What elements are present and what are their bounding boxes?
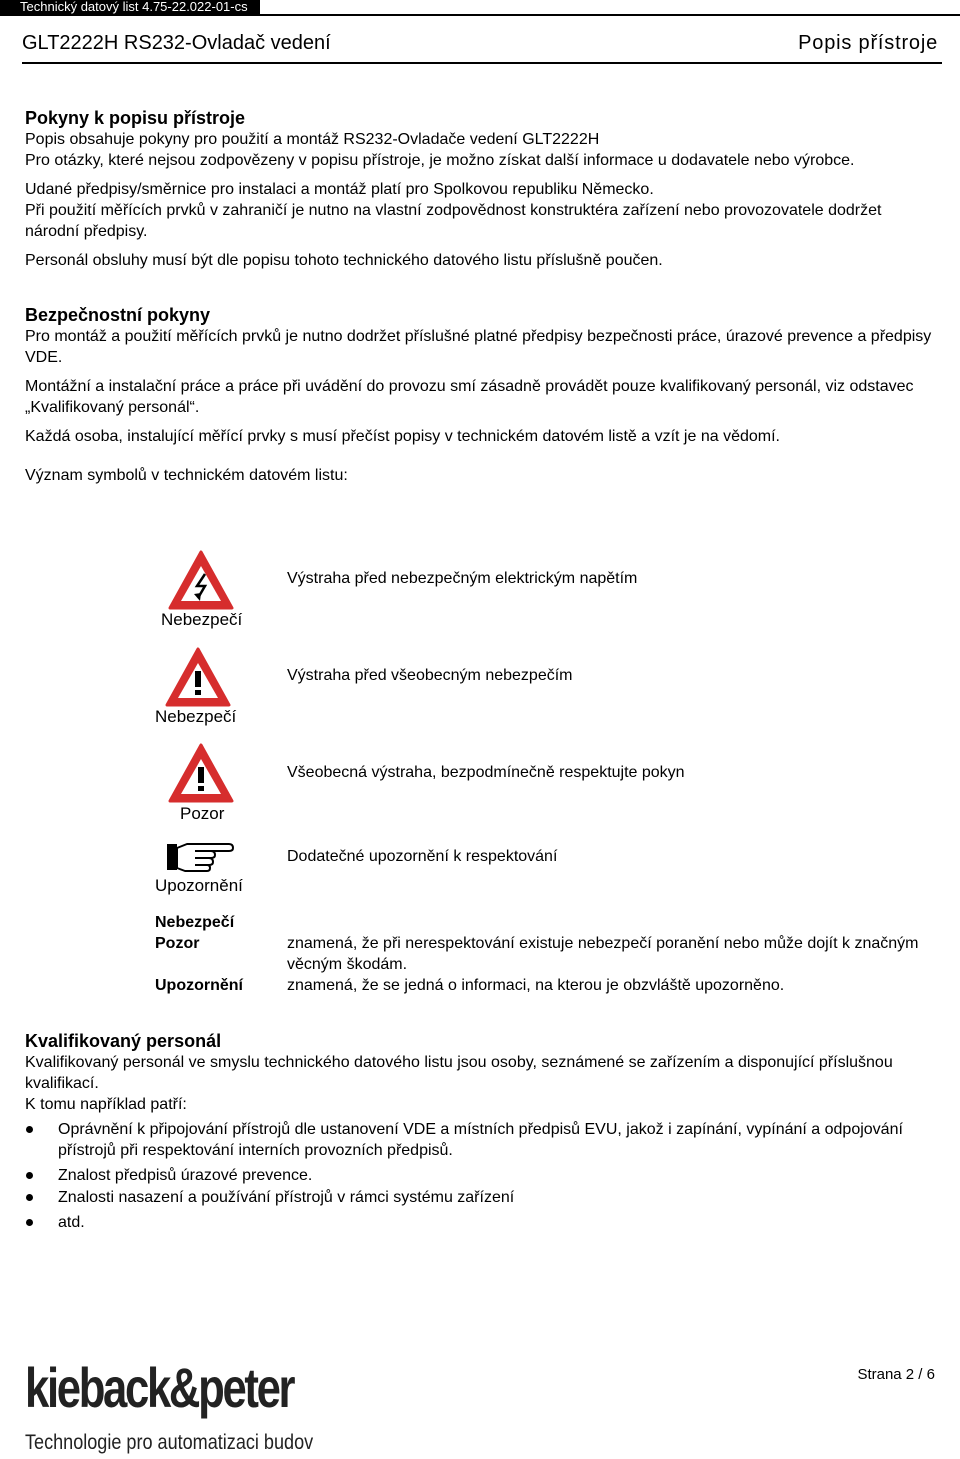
instructions-p1: Popis obsahuje pokyny pro použití a montáž RS232-Ovladače vedení GLT2222H — [25, 131, 600, 148]
list-item: atd. — [25, 1212, 937, 1233]
section-title: Popis přístroje — [798, 32, 938, 54]
company-tagline: Technologie pro automatizaci budov — [25, 1431, 314, 1454]
symbol-3-label: Pozor — [180, 804, 225, 823]
instructions-p3: Udané předpisy/směrnice pro instalaci a montáž platí pro Spolkovou republiku Německo. — [25, 181, 654, 198]
symbol-3-text: Všeobecná výstraha, bezpodmínečně respektujte pokyn — [287, 764, 685, 781]
personnel-list — [25, 1119, 937, 1233]
caution-icon — [167, 742, 235, 804]
personnel-heading: Kvalifikovaný personál — [25, 1031, 222, 1051]
symbol-2-text: Výstraha před všeobecným nebezpečím — [287, 667, 573, 684]
top-bar — [0, 0, 960, 16]
instructions-p4: Při použití měřících prvků v zahraničí je nutno na vlastní zodpovědnost konstruktéra zařízení nebo provozovatele dodržet národní předpisy. — [25, 202, 882, 240]
safety-p1: Pro montáž a použití měřících prvků je nutno dodržet příslušné platné předpisy bezpečnosti práce, úrazové prevence a předpisy VDE. — [25, 328, 932, 366]
legend-term-caution: Pozor — [155, 935, 200, 952]
electric-hazard-icon — [167, 549, 235, 611]
legend-def-notice: znamená, že se jedná o informaci, na kterou je obzvláště upozorněno. — [287, 977, 785, 994]
symbol-1-text: Výstraha před nebezpečným elektrickým napětím — [287, 570, 638, 587]
pointing-hand-icon — [165, 840, 235, 876]
instructions-heading: Pokyny k popisu přístroje — [25, 108, 246, 128]
safety-section — [25, 304, 937, 486]
general-hazard-icon — [164, 646, 232, 708]
symbol-1-label: Nebezpečí — [161, 610, 243, 629]
legend-term-danger: Nebezpečí — [155, 914, 235, 931]
symbol-2-label: Nebezpečí — [155, 707, 237, 726]
safety-heading: Bezpečnostní pokyny — [25, 305, 211, 325]
header-divider — [22, 62, 942, 64]
legend-term-notice: Upozornění — [155, 977, 243, 994]
product-title: GLT2222H RS232-Ovladač vedení — [22, 32, 331, 54]
safety-p4: Význam symbolů v technickém datovém listu: — [25, 467, 348, 484]
list-item: Znalosti nasazení a používání přístrojů v rámci systému zařízení — [25, 1187, 937, 1208]
main-content — [25, 107, 937, 486]
symbol-4-text: Dodatečné upozornění k respektování — [287, 848, 558, 865]
personnel-p1: Kvalifikovaný personál ve smyslu technického datového listu jsou osoby, seznámené se zařízením a disponující příslušnou kvalifikací. — [25, 1054, 893, 1092]
safety-p2: Montážní a instalační práce a práce při uvádění do provozu smí zásadně provádět pouze kvalifikovaný personál, viz odstavec „Kvalifikovaný personál“. — [25, 378, 914, 416]
page-number: Strana 2 / 6 — [857, 1366, 935, 1383]
personnel-p2: K tomu například patří: — [25, 1096, 187, 1113]
personnel-section — [25, 1030, 937, 1233]
company-logo: kieback&peter — [25, 1356, 294, 1419]
instructions-p5: Personál obsluhy musí být dle popisu tohoto technického datového listu příslušně poučen. — [25, 252, 663, 269]
doc-tag: Technický datový list 4.75-22.022-01-cs — [0, 0, 260, 14]
list-item: Oprávnění k připojování přístrojů dle ustanovení VDE a místních předpisů EVU, jakož i zapínání, vypínání a odpojování přístrojů při respektování interních provozních předpisů. — [25, 1119, 937, 1161]
list-item: Znalost předpisů úrazové prevence. — [25, 1165, 937, 1186]
symbol-4-label: Upozornění — [155, 876, 243, 895]
instructions-p2: Pro otázky, které nejsou zodpovězeny v popisu přístroje, je možno získat další informace u dodavatele nebo výrobce. — [25, 152, 855, 169]
safety-p3: Každá osoba, instalující měřící prvky s musí přečíst popisy v technickém datovém listě a vzít je na vědomí. — [25, 428, 780, 445]
legend-def-danger-caution: znamená, že při nerespektování existuje nebezpečí poranění nebo může dojít k značným věcným škodám. — [287, 935, 919, 973]
